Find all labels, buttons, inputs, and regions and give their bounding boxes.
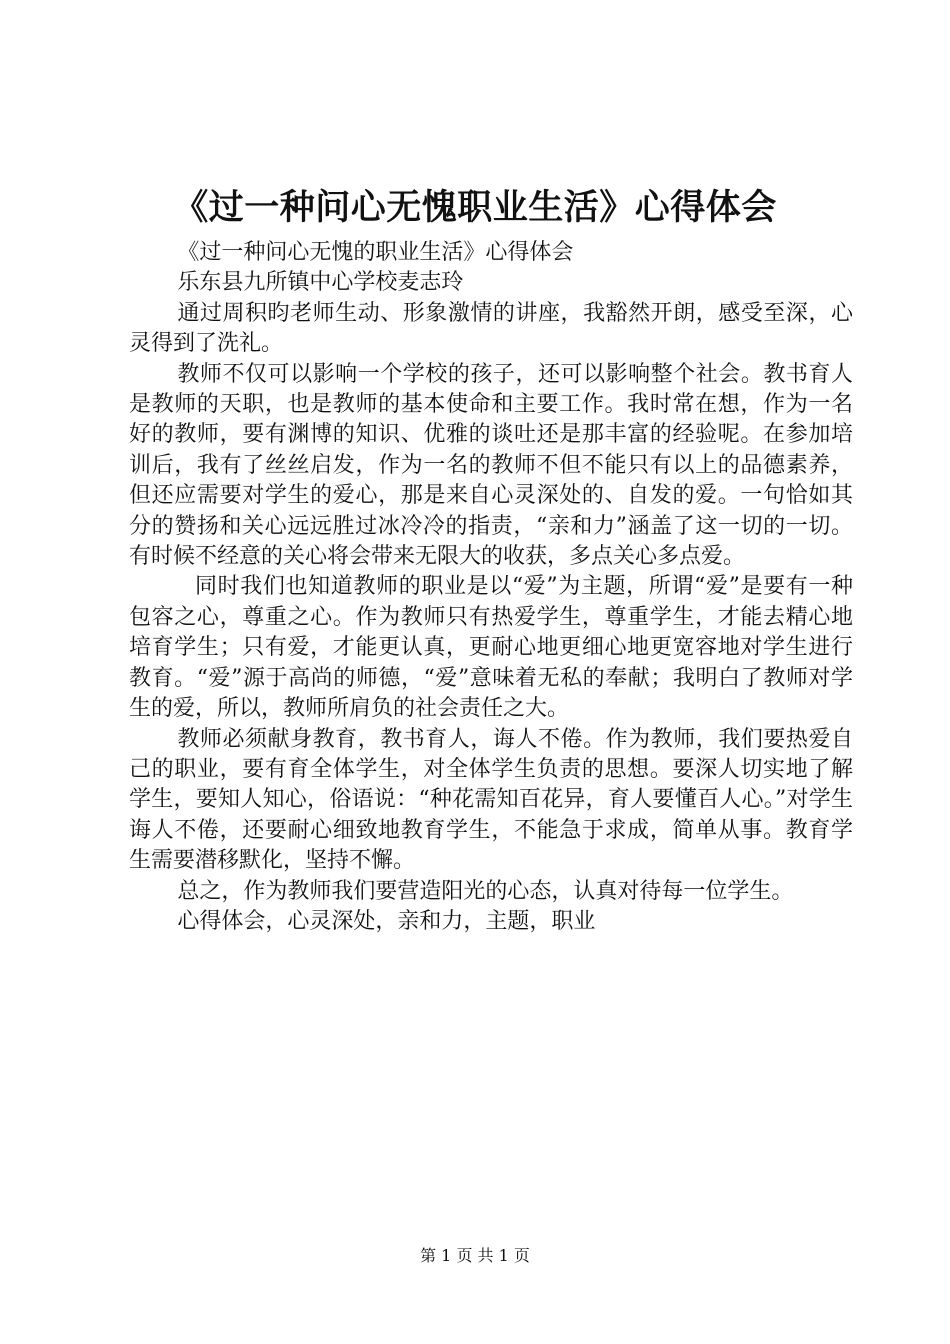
document-title: 《过一种问心无愧职业生活》心得体会	[173, 187, 777, 228]
paragraph-dedication: 教师必须献身教育，教书育人，诲人不倦。作为教师，我们要热爱自己的职业，要有育全体学生，对全体学生负责的思想。要深人切实地了解学生，要知人知心，俗语说：“种花需知百花异，育人要懂百人心。”对学生诲人不倦，还要耐心细致地教育学生，不能急于求成，简单从事。教育学生需要潜移默化，坚持不懈。	[129, 726, 853, 874]
keywords-line: 心得体会，心灵深处，亲和力，主题，职业	[177, 908, 596, 934]
page-footer: 第 1 页 共 1 页	[420, 1246, 530, 1265]
paragraph-love-theme: 同时我们也知道教师的职业是以“爱”为主题，所谓“爱”是要有一种包容之心，尊重之心。作为教师只有热爱学生，尊重学生，才能去精心地培育学生；只有爱，才能更认真，更耐心地更细心地更宽容地对学生进行教育。“爱”源于高尚的师德，“爱”意味着无私的奉献；我明白了教师对学生的爱，所以，教师所肩负的社会责任之大。	[129, 574, 853, 722]
document-subtitle: 《过一种问心无愧的职业生活》心得体会	[177, 240, 574, 265]
document-body	[129, 238, 853, 937]
author-line: 乐东县九所镇中心学校麦志玲	[177, 270, 464, 296]
paragraph-intro: 通过周积昀老师生动、形象激情的讲座，我豁然开朗，感受至深，心灵得到了洗礼。	[129, 300, 853, 357]
paragraph-conclusion: 总之，作为教师我们要营造阳光的心态，认真对待每一位学生。	[177, 878, 794, 904]
paragraph-teacher-influence: 教师不仅可以影响一个学校的孩子，还可以影响整个社会。教书育人是教师的天职，也是教师的基本使命和主要工作。我时常在想，作为一名好的教师，要有渊博的知识、优雅的谈吐还是那丰富的经验呢。在参加培训后，我有了丝丝启发，作为一名的教师不但不能只有以上的品德素养，但还应需要对学生的爱心，那是来自心灵深处的、自发的爱。一句恰如其分的赞扬和关心远远胜过冰冷冷的指责，“亲和力”涵盖了这一切的一切。有时候不经意的关心将会带来无限大的收获，多点关心多点爱。	[129, 361, 853, 570]
